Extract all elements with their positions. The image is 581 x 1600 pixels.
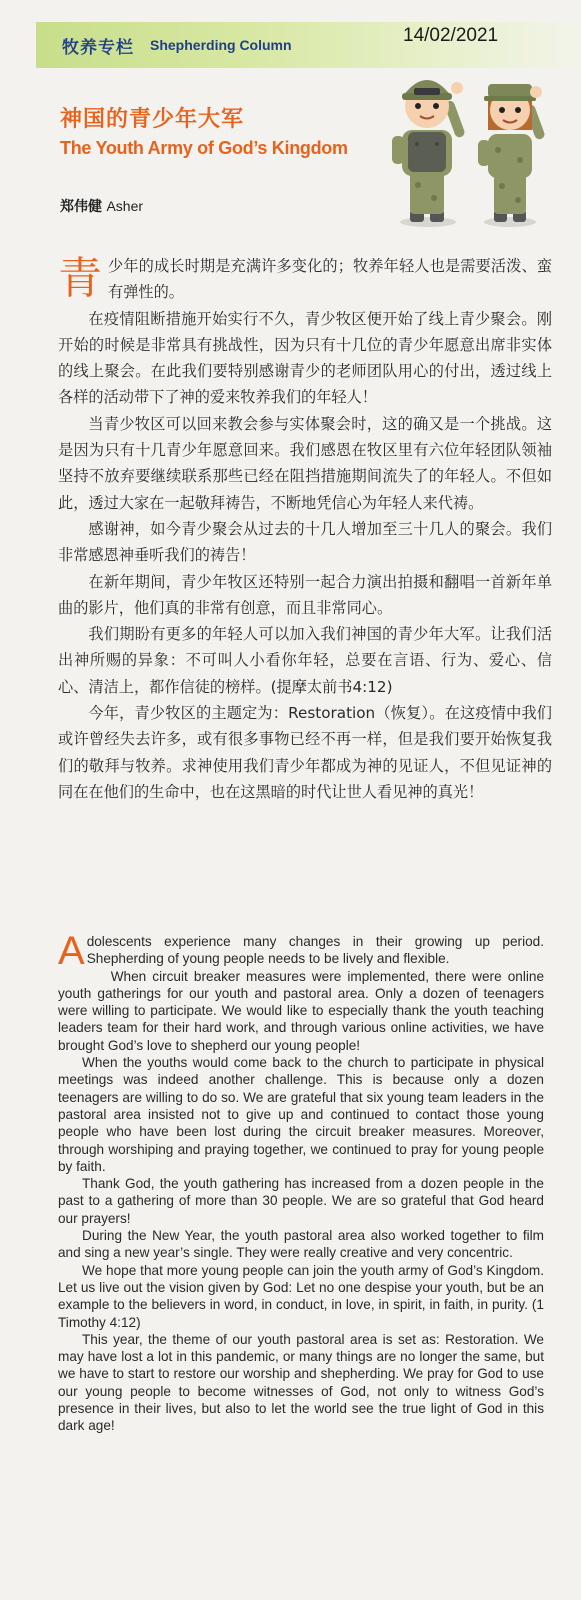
author-name-zh: 郑伟健	[60, 199, 102, 215]
dropcap-zh: 青	[58, 253, 102, 304]
zh-paragraph: 我们期盼有更多的年轻人可以加入我们神国的青少年大军。让我们活出神所赐的异象：不可叫人小看你年轻，总要在言语、行为、爱心、信心、清洁上，都作信徒的榜样。(提摩太前书4:12)	[58, 625, 552, 696]
zh-paragraph: 在疫情阻断措施开始实行不久，青少牧区便开始了线上青少聚会。刚开始的时候是非常具有挑战性，因为只有十几位的青少年愿意出席非实体的线上聚会。在此我们要特别感谢青少的老师团队用心的付出，透过线上各样的活动带下了神的爱来牧养我们的年轻人！	[58, 309, 552, 407]
article-body-zh	[58, 253, 552, 805]
dropcap-en: A	[58, 929, 85, 973]
zh-paragraph: 感谢神，如今青少聚会从过去的十几人增加至三十几人的聚会。我们非常感恩神垂听我们的祷告！	[58, 519, 552, 565]
author-byline	[60, 196, 143, 216]
en-paragraph: When the youths would come back to the church to participate in physical meetings was indeed another challenge. This is because only a dozen teenagers are willing to do so. We are grateful that six young team leaders in the pastoral area insisted not to give up and continued to contact those young people who have been lost during the circuit breaker measures. Moreover, through worshiping and praying together, we continued to pray for young people by faith.	[58, 1055, 544, 1174]
soldier-boy-illustration	[392, 80, 466, 227]
zh-paragraph: 在新年期间，青少年牧区还特别一起合力演出拍摄和翻唱一首新年单曲的影片，他们真的非常有创意，而且非常同心。	[58, 572, 552, 617]
en-paragraph-text: dolescents experience many changes in their growing up period. Shepherding of young people needs to be lively and flexible.	[86, 934, 544, 967]
en-paragraph: This year, the theme of our youth pastoral area is set as: Restoration. We may have lost a lot in this pandemic, or many things are no longer the same, but we have to start to restore our worship and shepherding. We pray for God to use our young people to become witnesses of God, not only to witness God’s presence in their lives, but also to let the world see the true light of God in this dark age!	[58, 1331, 544, 1434]
en-paragraph: When circuit breaker measures were implemented, there were online youth gatherings for our youth and pastoral area. Only a dozen of teenagers were willing to participate. We would like to especially thank the youth teaching leaders team for their hard work, and through various online activities, we have brought God’s love to shepherd our young people!	[58, 968, 544, 1053]
article-body-en	[58, 929, 544, 1435]
article-title-en: The Youth Army of God’s Kingdom	[60, 138, 348, 158]
zh-paragraph: 今年，青少牧区的主题定为：Restoration（恢复）。在这疫情中我们或许曾经失去许多，或有很多事物已经不再一样，但是我们要开始恢复我们的敬拜与牧养。求神使用我们青少年都成为神的见证人，不但见证神的同在在他们的生命中，也在这黑暗的时代让世人看见神的真光！	[58, 704, 552, 801]
en-paragraph	[58, 929, 544, 973]
zh-paragraph	[58, 253, 552, 306]
zh-paragraph-text: 少年的成长时期是充满许多变化的；牧养年轻人也是需要活泼、蛮有弹性的。	[108, 257, 552, 302]
issue-date: 14/02/2021	[403, 25, 499, 46]
en-paragraph: During the New Year, the youth pastoral area also worked together to film and sing a new year’s single. They were really creative and very concentric.	[58, 1228, 544, 1261]
soldier-girl-illustration	[478, 84, 546, 227]
zh-paragraph: 当青少牧区可以回来教会参与实体聚会时，这的确又是一个挑战。这是因为只有十几青少年愿意回来。我们感恩在牧区里有六位年轻团队领袖坚持不放弃要继续联系那些已经在阻挡措施期间流失了的年轻人。不但如此，透过大家在一起敬拜祷告，不断地凭信心为年轻人来代祷。	[58, 414, 552, 512]
column-title-zh: 牧养专栏	[62, 38, 134, 58]
article-title-zh: 神国的青少年大军	[60, 107, 245, 132]
en-paragraph: We hope that more young people can join the youth army of God’s Kingdom. Let us live out the vision given by God: Let no one despise your youth, but be an example to the believers in word, in conduct, in love, in spirit, in faith, in purity. (1 Timothy 4:12)	[58, 1262, 544, 1330]
saluting-soldiers-illustration	[380, 60, 560, 232]
author-name-en: Asher	[106, 198, 144, 214]
en-paragraph: Thank God, the youth gathering has increased from a dozen people in the past to a gathering of more than 30 people. We are so grateful that God heard our prayers!	[58, 1176, 544, 1226]
column-title-en: Shepherding Column	[150, 37, 292, 53]
